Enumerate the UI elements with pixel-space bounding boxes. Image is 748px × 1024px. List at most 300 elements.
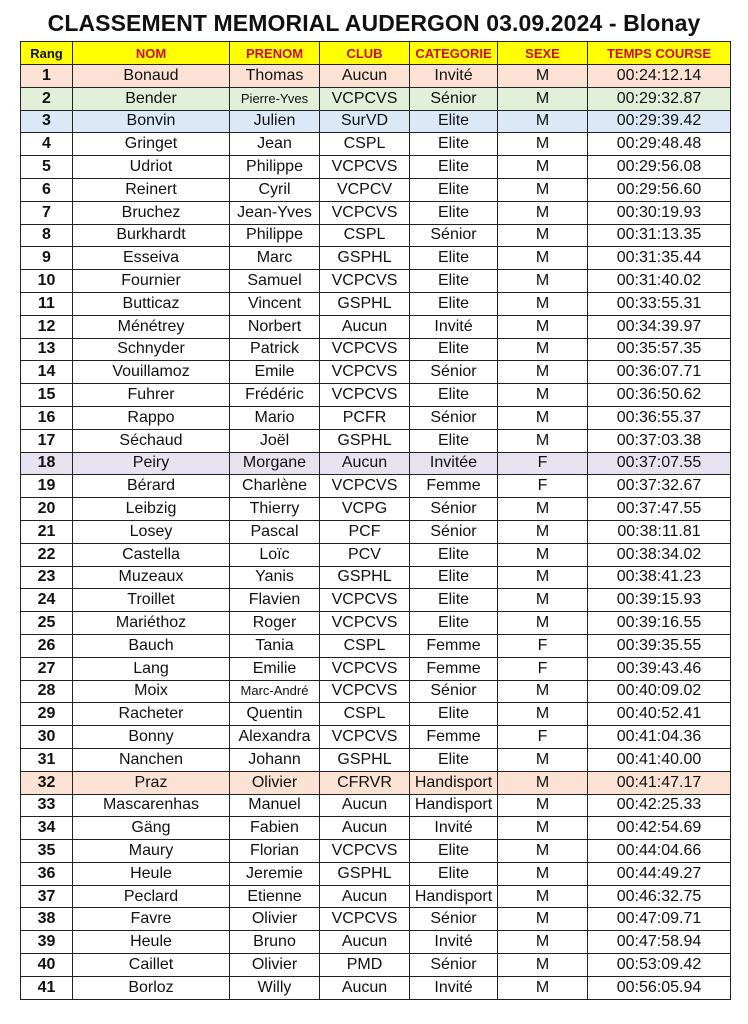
cell-nom: Burkhardt bbox=[73, 224, 230, 247]
cell-prenom: Florian bbox=[230, 840, 320, 863]
cell-rang: 29 bbox=[21, 703, 73, 726]
cell-temps: 00:35:57.35 bbox=[588, 338, 731, 361]
cell-sexe: M bbox=[498, 680, 588, 703]
cell-sexe: M bbox=[498, 87, 588, 110]
cell-prenom: Fabien bbox=[230, 817, 320, 840]
cell-categorie: Invité bbox=[410, 817, 498, 840]
cell-temps: 00:37:07.55 bbox=[588, 452, 731, 475]
cell-sexe: M bbox=[498, 201, 588, 224]
cell-temps: 00:36:07.71 bbox=[588, 361, 731, 384]
cell-temps: 00:37:47.55 bbox=[588, 498, 731, 521]
cell-nom: Rappo bbox=[73, 406, 230, 429]
cell-club: Aucun bbox=[320, 976, 410, 999]
cell-categorie: Elite bbox=[410, 338, 498, 361]
cell-temps: 00:37:32.67 bbox=[588, 475, 731, 498]
header-nom: NOM bbox=[73, 42, 230, 65]
cell-club: CSPL bbox=[320, 703, 410, 726]
cell-nom: Mascarenhas bbox=[73, 794, 230, 817]
cell-rang: 15 bbox=[21, 384, 73, 407]
document-title: CLASSEMENT MEMORIAL AUDERGON 03.09.2024 - Blonay bbox=[47, 10, 701, 36]
cell-rang: 34 bbox=[21, 817, 73, 840]
cell-club: GSPHL bbox=[320, 862, 410, 885]
table-row bbox=[21, 703, 731, 726]
cell-club: VCPCVS bbox=[320, 908, 410, 931]
table-row bbox=[21, 247, 731, 270]
cell-sexe: M bbox=[498, 498, 588, 521]
cell-temps: 00:40:09.02 bbox=[588, 680, 731, 703]
table-row bbox=[21, 133, 731, 156]
cell-sexe: M bbox=[498, 566, 588, 589]
cell-prenom: Charlène bbox=[230, 475, 320, 498]
cell-sexe: M bbox=[498, 156, 588, 179]
cell-nom: Maury bbox=[73, 840, 230, 863]
cell-temps: 00:24:12.14 bbox=[588, 65, 731, 88]
cell-sexe: F bbox=[498, 475, 588, 498]
cell-sexe: F bbox=[498, 657, 588, 680]
cell-sexe: M bbox=[498, 292, 588, 315]
cell-sexe: M bbox=[498, 247, 588, 270]
cell-rang: 6 bbox=[21, 178, 73, 201]
cell-sexe: M bbox=[498, 65, 588, 88]
cell-club: Aucun bbox=[320, 452, 410, 475]
cell-rang: 22 bbox=[21, 543, 73, 566]
results-table bbox=[20, 41, 731, 1000]
cell-sexe: M bbox=[498, 862, 588, 885]
cell-club: VCPCVS bbox=[320, 612, 410, 635]
cell-prenom: Pierre-Yves bbox=[230, 87, 320, 110]
cell-club: Aucun bbox=[320, 794, 410, 817]
cell-temps: 00:56:05.94 bbox=[588, 976, 731, 999]
cell-rang: 7 bbox=[21, 201, 73, 224]
cell-sexe: M bbox=[498, 589, 588, 612]
cell-categorie: Femme bbox=[410, 475, 498, 498]
cell-categorie: Elite bbox=[410, 748, 498, 771]
cell-rang: 12 bbox=[21, 315, 73, 338]
cell-categorie: Handisport bbox=[410, 771, 498, 794]
cell-temps: 00:29:32.87 bbox=[588, 87, 731, 110]
cell-club: VCPCVS bbox=[320, 384, 410, 407]
cell-temps: 00:39:15.93 bbox=[588, 589, 731, 612]
table-row bbox=[21, 338, 731, 361]
cell-nom: Lang bbox=[73, 657, 230, 680]
table-row bbox=[21, 589, 731, 612]
cell-temps: 00:41:40.00 bbox=[588, 748, 731, 771]
cell-club: VCPCVS bbox=[320, 475, 410, 498]
cell-club: PMD bbox=[320, 954, 410, 977]
cell-temps: 00:31:40.02 bbox=[588, 270, 731, 293]
cell-club: Aucun bbox=[320, 931, 410, 954]
cell-nom: Praz bbox=[73, 771, 230, 794]
cell-rang: 28 bbox=[21, 680, 73, 703]
cell-categorie: Sénior bbox=[410, 908, 498, 931]
cell-rang: 40 bbox=[21, 954, 73, 977]
cell-categorie: Sénior bbox=[410, 520, 498, 543]
cell-prenom: Patrick bbox=[230, 338, 320, 361]
table-row bbox=[21, 406, 731, 429]
cell-prenom: Philippe bbox=[230, 156, 320, 179]
table-row bbox=[21, 680, 731, 703]
cell-rang: 1 bbox=[21, 65, 73, 88]
cell-club: PCFR bbox=[320, 406, 410, 429]
cell-prenom: Bruno bbox=[230, 931, 320, 954]
cell-rang: 3 bbox=[21, 110, 73, 133]
cell-temps: 00:39:35.55 bbox=[588, 634, 731, 657]
cell-nom: Bonny bbox=[73, 726, 230, 749]
cell-prenom: Morgane bbox=[230, 452, 320, 475]
cell-nom: Bérard bbox=[73, 475, 230, 498]
cell-temps: 00:33:55.31 bbox=[588, 292, 731, 315]
cell-prenom: Olivier bbox=[230, 771, 320, 794]
cell-sexe: M bbox=[498, 543, 588, 566]
cell-prenom: Olivier bbox=[230, 908, 320, 931]
cell-categorie: Sénior bbox=[410, 361, 498, 384]
cell-club: Aucun bbox=[320, 65, 410, 88]
table-row bbox=[21, 475, 731, 498]
cell-categorie: Elite bbox=[410, 703, 498, 726]
cell-prenom: Mario bbox=[230, 406, 320, 429]
cell-sexe: M bbox=[498, 817, 588, 840]
table-row bbox=[21, 908, 731, 931]
cell-rang: 16 bbox=[21, 406, 73, 429]
cell-prenom: Yanis bbox=[230, 566, 320, 589]
cell-rang: 33 bbox=[21, 794, 73, 817]
cell-temps: 00:31:13.35 bbox=[588, 224, 731, 247]
cell-club: VCPCVS bbox=[320, 657, 410, 680]
cell-prenom: Marc-André bbox=[230, 680, 320, 703]
cell-sexe: M bbox=[498, 908, 588, 931]
cell-club: VCPCV bbox=[320, 178, 410, 201]
cell-rang: 38 bbox=[21, 908, 73, 931]
cell-prenom: Tania bbox=[230, 634, 320, 657]
cell-sexe: M bbox=[498, 270, 588, 293]
cell-categorie: Elite bbox=[410, 840, 498, 863]
cell-prenom: Frédéric bbox=[230, 384, 320, 407]
cell-categorie: Elite bbox=[410, 270, 498, 293]
cell-sexe: M bbox=[498, 771, 588, 794]
cell-rang: 2 bbox=[21, 87, 73, 110]
table-row bbox=[21, 224, 731, 247]
cell-rang: 41 bbox=[21, 976, 73, 999]
cell-sexe: M bbox=[498, 703, 588, 726]
cell-categorie: Elite bbox=[410, 156, 498, 179]
cell-categorie: Elite bbox=[410, 543, 498, 566]
cell-prenom: Olivier bbox=[230, 954, 320, 977]
cell-prenom: Loïc bbox=[230, 543, 320, 566]
cell-rang: 24 bbox=[21, 589, 73, 612]
cell-rang: 11 bbox=[21, 292, 73, 315]
cell-categorie: Elite bbox=[410, 862, 498, 885]
cell-categorie: Handisport bbox=[410, 794, 498, 817]
cell-temps: 00:46:32.75 bbox=[588, 885, 731, 908]
cell-sexe: M bbox=[498, 954, 588, 977]
cell-categorie: Elite bbox=[410, 178, 498, 201]
cell-club: GSPHL bbox=[320, 566, 410, 589]
table-row bbox=[21, 726, 731, 749]
cell-nom: Séchaud bbox=[73, 429, 230, 452]
cell-nom: Bonaud bbox=[73, 65, 230, 88]
cell-sexe: F bbox=[498, 452, 588, 475]
header-prenom: PRENOM bbox=[230, 42, 320, 65]
cell-prenom: Alexandra bbox=[230, 726, 320, 749]
cell-temps: 00:31:35.44 bbox=[588, 247, 731, 270]
header-club: CLUB bbox=[320, 42, 410, 65]
cell-prenom: Thomas bbox=[230, 65, 320, 88]
table-row bbox=[21, 156, 731, 179]
cell-categorie: Femme bbox=[410, 657, 498, 680]
cell-rang: 4 bbox=[21, 133, 73, 156]
cell-categorie: Sénior bbox=[410, 954, 498, 977]
cell-club: CSPL bbox=[320, 224, 410, 247]
cell-prenom: Samuel bbox=[230, 270, 320, 293]
cell-club: GSPHL bbox=[320, 429, 410, 452]
cell-nom: Heule bbox=[73, 862, 230, 885]
cell-rang: 17 bbox=[21, 429, 73, 452]
cell-rang: 35 bbox=[21, 840, 73, 863]
cell-sexe: M bbox=[498, 931, 588, 954]
cell-temps: 00:29:56.08 bbox=[588, 156, 731, 179]
cell-sexe: M bbox=[498, 976, 588, 999]
cell-nom: Muzeaux bbox=[73, 566, 230, 589]
table-row bbox=[21, 520, 731, 543]
cell-categorie: Sénior bbox=[410, 498, 498, 521]
cell-sexe: M bbox=[498, 885, 588, 908]
cell-nom: Castella bbox=[73, 543, 230, 566]
table-row bbox=[21, 566, 731, 589]
cell-club: VCPG bbox=[320, 498, 410, 521]
cell-club: VCPCVS bbox=[320, 726, 410, 749]
cell-categorie: Sénior bbox=[410, 406, 498, 429]
cell-prenom: Manuel bbox=[230, 794, 320, 817]
cell-prenom: Quentin bbox=[230, 703, 320, 726]
cell-nom: Favre bbox=[73, 908, 230, 931]
cell-nom: Caillet bbox=[73, 954, 230, 977]
cell-temps: 00:37:03.38 bbox=[588, 429, 731, 452]
cell-rang: 30 bbox=[21, 726, 73, 749]
cell-rang: 31 bbox=[21, 748, 73, 771]
cell-nom: Peclard bbox=[73, 885, 230, 908]
cell-sexe: F bbox=[498, 634, 588, 657]
cell-club: VCPCVS bbox=[320, 87, 410, 110]
cell-nom: Vouillamoz bbox=[73, 361, 230, 384]
cell-club: VCPCVS bbox=[320, 338, 410, 361]
cell-sexe: M bbox=[498, 361, 588, 384]
cell-categorie: Invité bbox=[410, 315, 498, 338]
cell-nom: Udriot bbox=[73, 156, 230, 179]
cell-club: GSPHL bbox=[320, 247, 410, 270]
cell-prenom: Marc bbox=[230, 247, 320, 270]
cell-nom: Mariéthoz bbox=[73, 612, 230, 635]
cell-nom: Butticaz bbox=[73, 292, 230, 315]
cell-prenom: Julien bbox=[230, 110, 320, 133]
table-row bbox=[21, 862, 731, 885]
table-row bbox=[21, 384, 731, 407]
cell-nom: Ménétrey bbox=[73, 315, 230, 338]
cell-prenom: Emilie bbox=[230, 657, 320, 680]
cell-prenom: Johann bbox=[230, 748, 320, 771]
cell-nom: Gringet bbox=[73, 133, 230, 156]
cell-prenom: Willy bbox=[230, 976, 320, 999]
cell-rang: 27 bbox=[21, 657, 73, 680]
cell-club: VCPCVS bbox=[320, 361, 410, 384]
cell-club: VCPCVS bbox=[320, 201, 410, 224]
cell-rang: 5 bbox=[21, 156, 73, 179]
cell-nom: Peiry bbox=[73, 452, 230, 475]
cell-categorie: Invité bbox=[410, 931, 498, 954]
cell-rang: 20 bbox=[21, 498, 73, 521]
cell-categorie: Elite bbox=[410, 589, 498, 612]
cell-sexe: M bbox=[498, 520, 588, 543]
cell-club: VCPCVS bbox=[320, 156, 410, 179]
cell-sexe: F bbox=[498, 726, 588, 749]
cell-nom: Leibzig bbox=[73, 498, 230, 521]
cell-rang: 23 bbox=[21, 566, 73, 589]
cell-temps: 00:30:19.93 bbox=[588, 201, 731, 224]
cell-temps: 00:42:54.69 bbox=[588, 817, 731, 840]
table-row bbox=[21, 543, 731, 566]
cell-categorie: Sénior bbox=[410, 680, 498, 703]
cell-sexe: M bbox=[498, 612, 588, 635]
cell-nom: Bruchez bbox=[73, 201, 230, 224]
table-row bbox=[21, 771, 731, 794]
cell-prenom: Emile bbox=[230, 361, 320, 384]
cell-nom: Racheter bbox=[73, 703, 230, 726]
table-row bbox=[21, 65, 731, 88]
table-row bbox=[21, 954, 731, 977]
cell-temps: 00:44:49.27 bbox=[588, 862, 731, 885]
cell-nom: Reinert bbox=[73, 178, 230, 201]
header-row bbox=[21, 42, 731, 65]
cell-club: Aucun bbox=[320, 315, 410, 338]
cell-nom: Esseiva bbox=[73, 247, 230, 270]
cell-club: Aucun bbox=[320, 817, 410, 840]
cell-nom: Fuhrer bbox=[73, 384, 230, 407]
cell-sexe: M bbox=[498, 110, 588, 133]
table-row bbox=[21, 976, 731, 999]
cell-temps: 00:41:47.17 bbox=[588, 771, 731, 794]
cell-temps: 00:47:09.71 bbox=[588, 908, 731, 931]
cell-rang: 8 bbox=[21, 224, 73, 247]
table-row bbox=[21, 794, 731, 817]
cell-rang: 26 bbox=[21, 634, 73, 657]
cell-club: CSPL bbox=[320, 133, 410, 156]
cell-categorie: Elite bbox=[410, 429, 498, 452]
cell-prenom: Philippe bbox=[230, 224, 320, 247]
cell-sexe: M bbox=[498, 315, 588, 338]
cell-club: GSPHL bbox=[320, 292, 410, 315]
cell-temps: 00:53:09.42 bbox=[588, 954, 731, 977]
table-row bbox=[21, 110, 731, 133]
cell-sexe: M bbox=[498, 384, 588, 407]
cell-rang: 25 bbox=[21, 612, 73, 635]
table-row bbox=[21, 87, 731, 110]
cell-club: VCPCVS bbox=[320, 589, 410, 612]
cell-sexe: M bbox=[498, 133, 588, 156]
cell-temps: 00:29:39.42 bbox=[588, 110, 731, 133]
cell-club: CFRVR bbox=[320, 771, 410, 794]
cell-temps: 00:38:11.81 bbox=[588, 520, 731, 543]
cell-club: CSPL bbox=[320, 634, 410, 657]
cell-sexe: M bbox=[498, 794, 588, 817]
cell-categorie: Elite bbox=[410, 292, 498, 315]
cell-categorie: Elite bbox=[410, 612, 498, 635]
cell-prenom: Jeremie bbox=[230, 862, 320, 885]
table-row bbox=[21, 315, 731, 338]
cell-rang: 19 bbox=[21, 475, 73, 498]
cell-temps: 00:47:58.94 bbox=[588, 931, 731, 954]
cell-club: PCV bbox=[320, 543, 410, 566]
cell-temps: 00:38:41.23 bbox=[588, 566, 731, 589]
cell-categorie: Sénior bbox=[410, 87, 498, 110]
table-row bbox=[21, 634, 731, 657]
cell-rang: 10 bbox=[21, 270, 73, 293]
cell-prenom: Thierry bbox=[230, 498, 320, 521]
cell-nom: Gäng bbox=[73, 817, 230, 840]
cell-categorie: Femme bbox=[410, 634, 498, 657]
cell-categorie: Elite bbox=[410, 133, 498, 156]
cell-nom: Borloz bbox=[73, 976, 230, 999]
cell-categorie: Sénior bbox=[410, 224, 498, 247]
cell-prenom: Etienne bbox=[230, 885, 320, 908]
cell-prenom: Roger bbox=[230, 612, 320, 635]
cell-temps: 00:36:55.37 bbox=[588, 406, 731, 429]
cell-prenom: Flavien bbox=[230, 589, 320, 612]
cell-prenom: Jean bbox=[230, 133, 320, 156]
cell-categorie: Elite bbox=[410, 566, 498, 589]
cell-temps: 00:29:56.60 bbox=[588, 178, 731, 201]
cell-club: Aucun bbox=[320, 885, 410, 908]
cell-rang: 9 bbox=[21, 247, 73, 270]
cell-prenom: Vincent bbox=[230, 292, 320, 315]
cell-categorie: Handisport bbox=[410, 885, 498, 908]
cell-sexe: M bbox=[498, 406, 588, 429]
cell-categorie: Femme bbox=[410, 726, 498, 749]
cell-categorie: Invité bbox=[410, 65, 498, 88]
table-row bbox=[21, 817, 731, 840]
cell-club: PCF bbox=[320, 520, 410, 543]
cell-sexe: M bbox=[498, 840, 588, 863]
cell-nom: Bauch bbox=[73, 634, 230, 657]
cell-nom: Bender bbox=[73, 87, 230, 110]
cell-temps: 00:29:48.48 bbox=[588, 133, 731, 156]
cell-categorie: Elite bbox=[410, 110, 498, 133]
cell-rang: 13 bbox=[21, 338, 73, 361]
table-row bbox=[21, 840, 731, 863]
cell-prenom: Pascal bbox=[230, 520, 320, 543]
cell-categorie: Elite bbox=[410, 201, 498, 224]
cell-nom: Nanchen bbox=[73, 748, 230, 771]
table-row bbox=[21, 361, 731, 384]
table-row bbox=[21, 748, 731, 771]
cell-club: VCPCVS bbox=[320, 680, 410, 703]
cell-club: GSPHL bbox=[320, 748, 410, 771]
header-rang: Rang bbox=[21, 42, 73, 65]
cell-temps: 00:41:04.36 bbox=[588, 726, 731, 749]
header-sexe: SEXE bbox=[498, 42, 588, 65]
cell-sexe: M bbox=[498, 429, 588, 452]
cell-sexe: M bbox=[498, 224, 588, 247]
cell-club: VCPCVS bbox=[320, 270, 410, 293]
cell-nom: Heule bbox=[73, 931, 230, 954]
header-categorie: CATEGORIE bbox=[410, 42, 498, 65]
table-row bbox=[21, 429, 731, 452]
table-row bbox=[21, 498, 731, 521]
cell-prenom: Cyril bbox=[230, 178, 320, 201]
cell-temps: 00:36:50.62 bbox=[588, 384, 731, 407]
cell-rang: 39 bbox=[21, 931, 73, 954]
cell-club: VCPCVS bbox=[320, 840, 410, 863]
cell-rang: 14 bbox=[21, 361, 73, 384]
cell-prenom: Norbert bbox=[230, 315, 320, 338]
